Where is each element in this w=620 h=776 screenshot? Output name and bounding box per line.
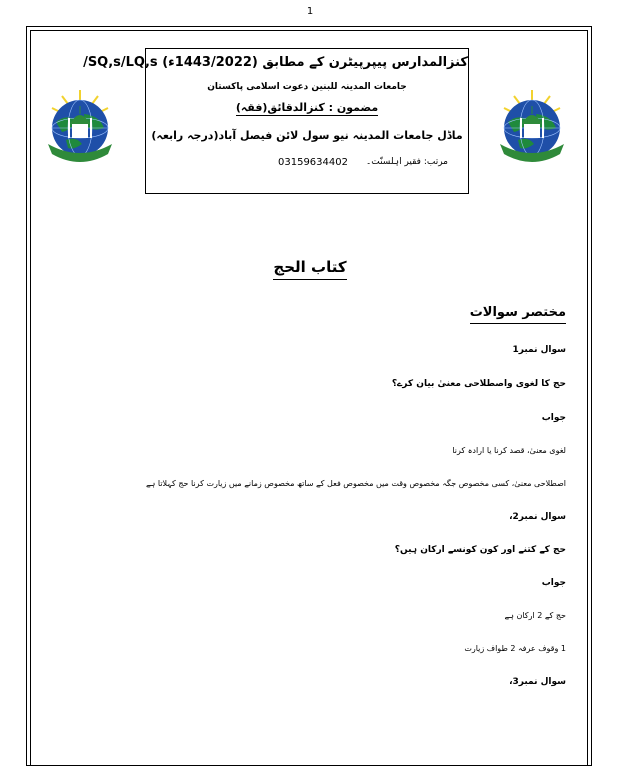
question-label: سوال نمبر3، <box>509 677 566 687</box>
book-title-text: کتاب الحج <box>273 258 346 280</box>
header-phone: 03159634402 <box>278 157 348 168</box>
jamia-logo-left <box>42 88 118 170</box>
header-box <box>83 48 469 194</box>
question-label: سوال نمبر1 <box>512 345 566 355</box>
answer-text: لغوی معنیٰ، قصد کرنا یا ارادہ کرنا <box>452 446 566 455</box>
question-label: سوال نمبر2، <box>509 512 566 522</box>
question-text: حج کا لغوی واصطلاحی معنیٰ بیان کرے؟ <box>391 379 566 389</box>
page-number: 1 <box>306 6 314 17</box>
header-title: کنزالمدارس پیپرپیٹرن کے مطابق (1443/2022ء) SQ,s/LQ,s/ <box>83 55 468 70</box>
answer-text: اصطلاحی معنیٰ، کسی مخصوص جگہ مخصوص وقت میں مخصوص فعل کے ساتھ مخصوص زمانے میں زیارت کرنا حج کہلاتا ہے <box>145 479 566 488</box>
answer-label: جواب <box>541 413 566 423</box>
header-compiler: مرتب: فقیر اہلسنّت۔ <box>365 157 448 167</box>
section-heading-text: مختصر سوالات <box>470 305 566 324</box>
header-campus: ماڈل جامعات المدینہ نیو سول لائن فیصل آباد(درجہ رابعہ) <box>151 129 463 142</box>
header-institution: جامعات المدینہ للبنین دعوت اسلامی پاکستان <box>207 82 407 92</box>
book-title <box>0 258 620 276</box>
header-subject-text: مضمون : کنزالدقائق(فقہ) <box>235 101 379 114</box>
answer-label: جواب <box>541 578 566 588</box>
question-text: حج کے کتنے اور کون کونسے ارکان ہیں؟ <box>394 545 566 555</box>
answer-text: حج کے 2 ارکان ہے <box>504 611 566 620</box>
header-subject <box>146 101 468 114</box>
jamia-logo-right <box>494 88 570 170</box>
answer-text: 1 وقوف عرفہ 2 طواف زیارت <box>464 644 566 653</box>
section-heading <box>470 305 566 320</box>
